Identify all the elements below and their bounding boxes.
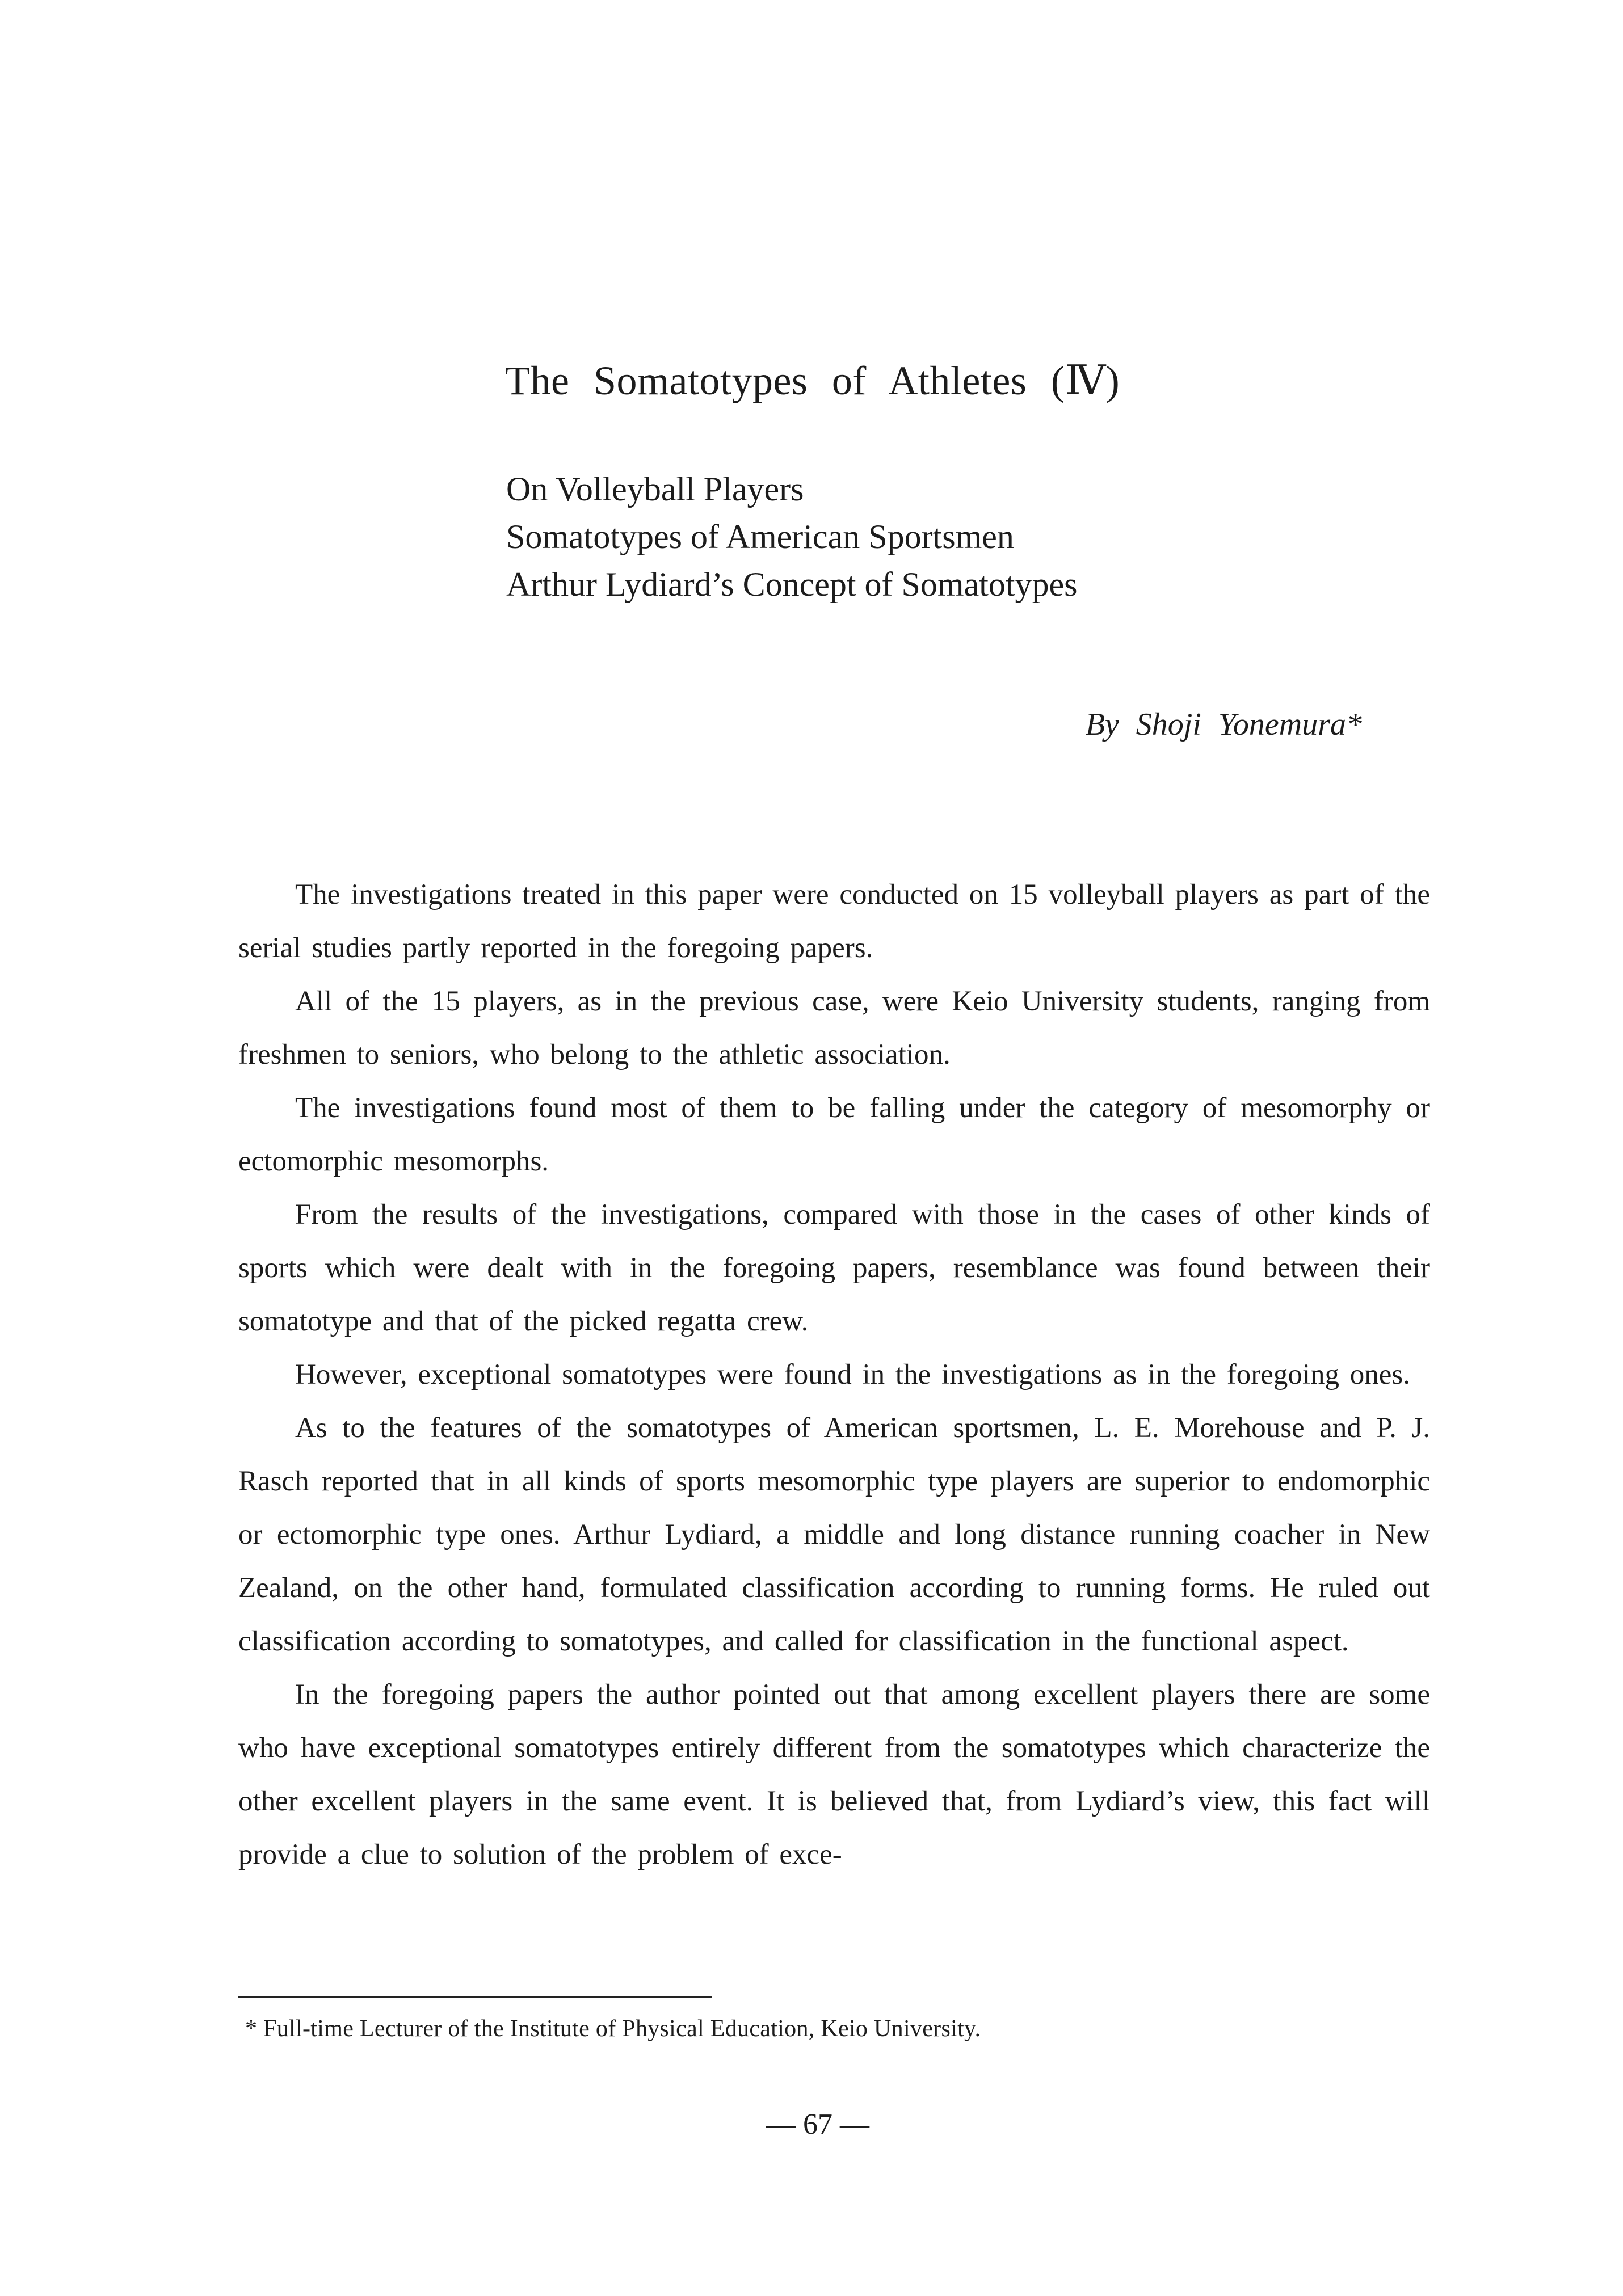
body-paragraph: The investigations found most of them to be falling under the category of mesomorphy or ectomorphic mesomorphs. [238,1092,1430,1177]
footnote: * Full-time Lecturer of the Institute of Physical Education, Keio University. [245,2016,981,2042]
subtitle-volleyball: On Volleyball Players [506,470,804,508]
article-body [238,868,1430,1881]
footnote-divider [238,1996,712,1998]
body-paragraph: All of the 15 players, as in the previous case, were Keio University students, ranging from freshmen to seniors, who belong to the athletic association. [238,985,1430,1071]
paper-title: The Somatotypes of Athletes (Ⅳ) [505,358,1120,403]
subtitle-lydiard-concept: Arthur Lydiard’s Concept of Somatotypes [506,566,1078,603]
subtitle-american-sportsmen: Somatotypes of American Sportsmen [506,518,1014,555]
page-number: — 67 — [766,2108,869,2141]
body-paragraph: The investigations treated in this paper were conducted on 15 volleyball players as part of the serial studies partly reported in the foregoing papers. [238,879,1430,964]
body-paragraph: However, exceptional somatotypes were found in the investigations as in the foregoing ones. [295,1359,1410,1391]
subtitle-list [506,465,1078,608]
body-paragraph: From the results of the investigations, compared with those in the cases of other kinds of sports which were dealt with in the foregoing papers, resemblance was found between their somatotype and that of the picked regatta crew. [238,1199,1430,1337]
body-paragraph: In the foregoing papers the author pointed out that among excellent players there are some who have exceptional somatotypes entirely different from the somatotypes which characterize the other excellent players in the same event. It is believed that, from Lydiard’s view, this fact will provide a clue to solution of the problem of exce- [238,1679,1430,1870]
author-byline: By Shoji Yonemura* [1085,707,1362,742]
body-paragraph: As to the features of the somatotypes of American sportsmen, L. E. Morehouse and P. J. Rasch reported that in all kinds of sports mesomorphic type players are superior to endomorphic or ectomorphic type ones. Arthur Lydiard, a middle and long distance running coacher in New Zealand, on the other hand, formulated classification according to running forms. He ruled out classification according to somatotypes, and called for classification in the functional aspect. [238,1412,1430,1657]
